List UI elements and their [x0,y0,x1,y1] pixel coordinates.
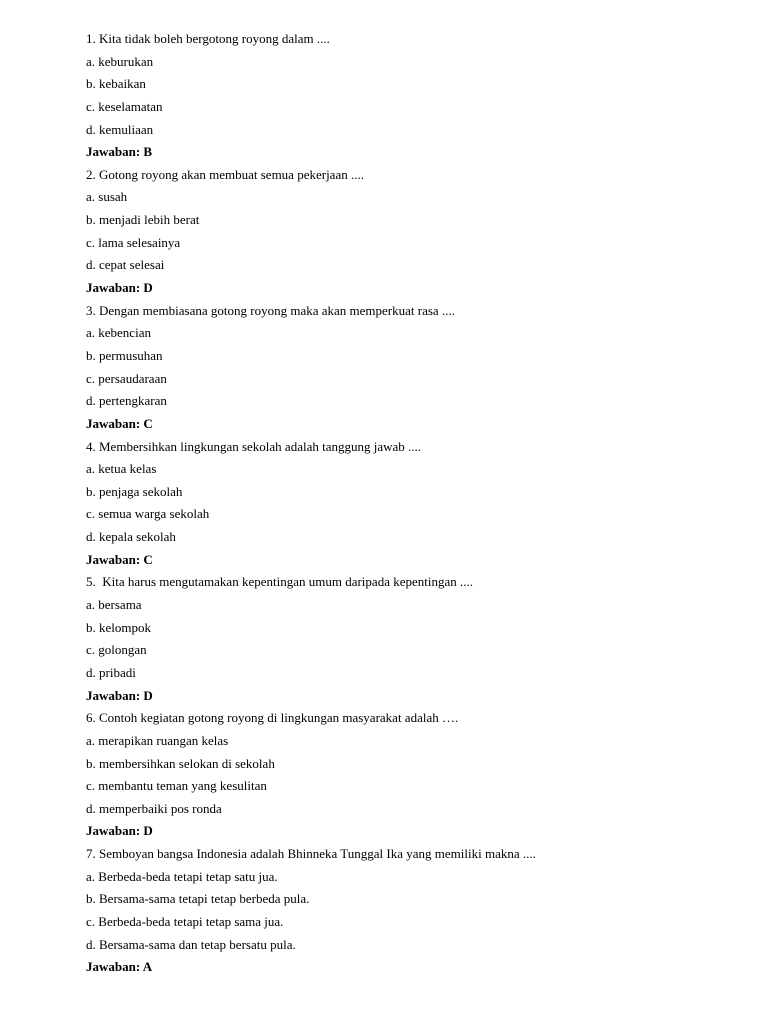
answer-option: b. Bersama-sama tetapi tetap berbeda pula. [86,891,310,907]
answer-option: a. Berbeda-beda tetapi tetap satu jua. [86,868,278,884]
answer-option: c. lama selesainya [86,234,181,250]
answer-option: a. keburukan [86,53,154,69]
question-text: 6. Contoh kegiatan gotong royong di lingkungan masyarakat adalah …. [86,710,459,726]
answer-option: b. membersihkan selokan di sekolah [86,755,275,771]
answer-option: b. menjadi lebih berat [86,212,200,228]
question-block [86,707,728,843]
question-block [86,28,728,164]
answer-option: d. pertengkaran [86,393,167,409]
answer-option: a. bersama [86,597,142,613]
answer-key: Jawaban: B [86,144,153,160]
question-text: 7. Semboyan bangsa Indonesia adalah Bhinneka Tunggal Ika yang memiliki makna .... [86,846,536,862]
answer-option: d. cepat selesai [86,257,165,273]
answer-option: a. kebencian [86,325,151,341]
question-text: 1. Kita tidak boleh bergotong royong dalam .... [86,31,330,46]
question-block [86,436,728,572]
answer-option: c. Berbeda-beda tetapi tetap sama jua. [86,913,284,929]
answer-option: d. pribadi [86,664,136,680]
answer-option: d. kemuliaan [86,121,154,137]
question-text: 3. Dengan membiasana gotong royong maka akan memperkuat rasa .... [86,302,455,318]
answer-option: c. keselamatan [86,98,163,114]
question-block [86,571,728,707]
answer-option: b. kebaikan [86,76,146,92]
answer-option: d. memperbaiki pos ronda [86,800,222,816]
answer-option: b. penjaga sekolah [86,483,183,499]
answer-option: c. semua warga sekolah [86,506,210,522]
answer-option: c. membantu teman yang kesulitan [86,778,267,794]
answer-key: Jawaban: C [86,551,153,567]
question-list [86,28,728,979]
question-block [86,843,728,979]
answer-key: Jawaban: A [86,959,153,975]
answer-key: Jawaban: D [86,687,153,703]
answer-key: Jawaban: D [86,823,153,839]
question-block [86,164,728,300]
answer-option: a. susah [86,189,128,205]
answer-key: Jawaban: C [86,415,153,431]
answer-option: a. ketua kelas [86,461,157,477]
answer-option: a. merapikan ruangan kelas [86,732,229,748]
answer-option: c. persaudaraan [86,370,167,386]
question-text: 4. Membersihkan lingkungan sekolah adalah tanggung jawab .... [86,438,422,454]
question-text: 2. Gotong royong akan membuat semua pekerjaan .... [86,166,364,182]
question-text: 5. Kita harus mengutamakan kepentingan umum daripada kepentingan .... [86,574,473,590]
answer-option: b. permusuhan [86,347,163,363]
answer-option: d. kepala sekolah [86,529,176,545]
answer-key: Jawaban: D [86,280,153,296]
answer-option: b. kelompok [86,619,151,635]
answer-option: d. Bersama-sama dan tetap bersatu pula. [86,936,296,952]
question-block [86,300,728,436]
answer-option: c. golongan [86,642,147,658]
